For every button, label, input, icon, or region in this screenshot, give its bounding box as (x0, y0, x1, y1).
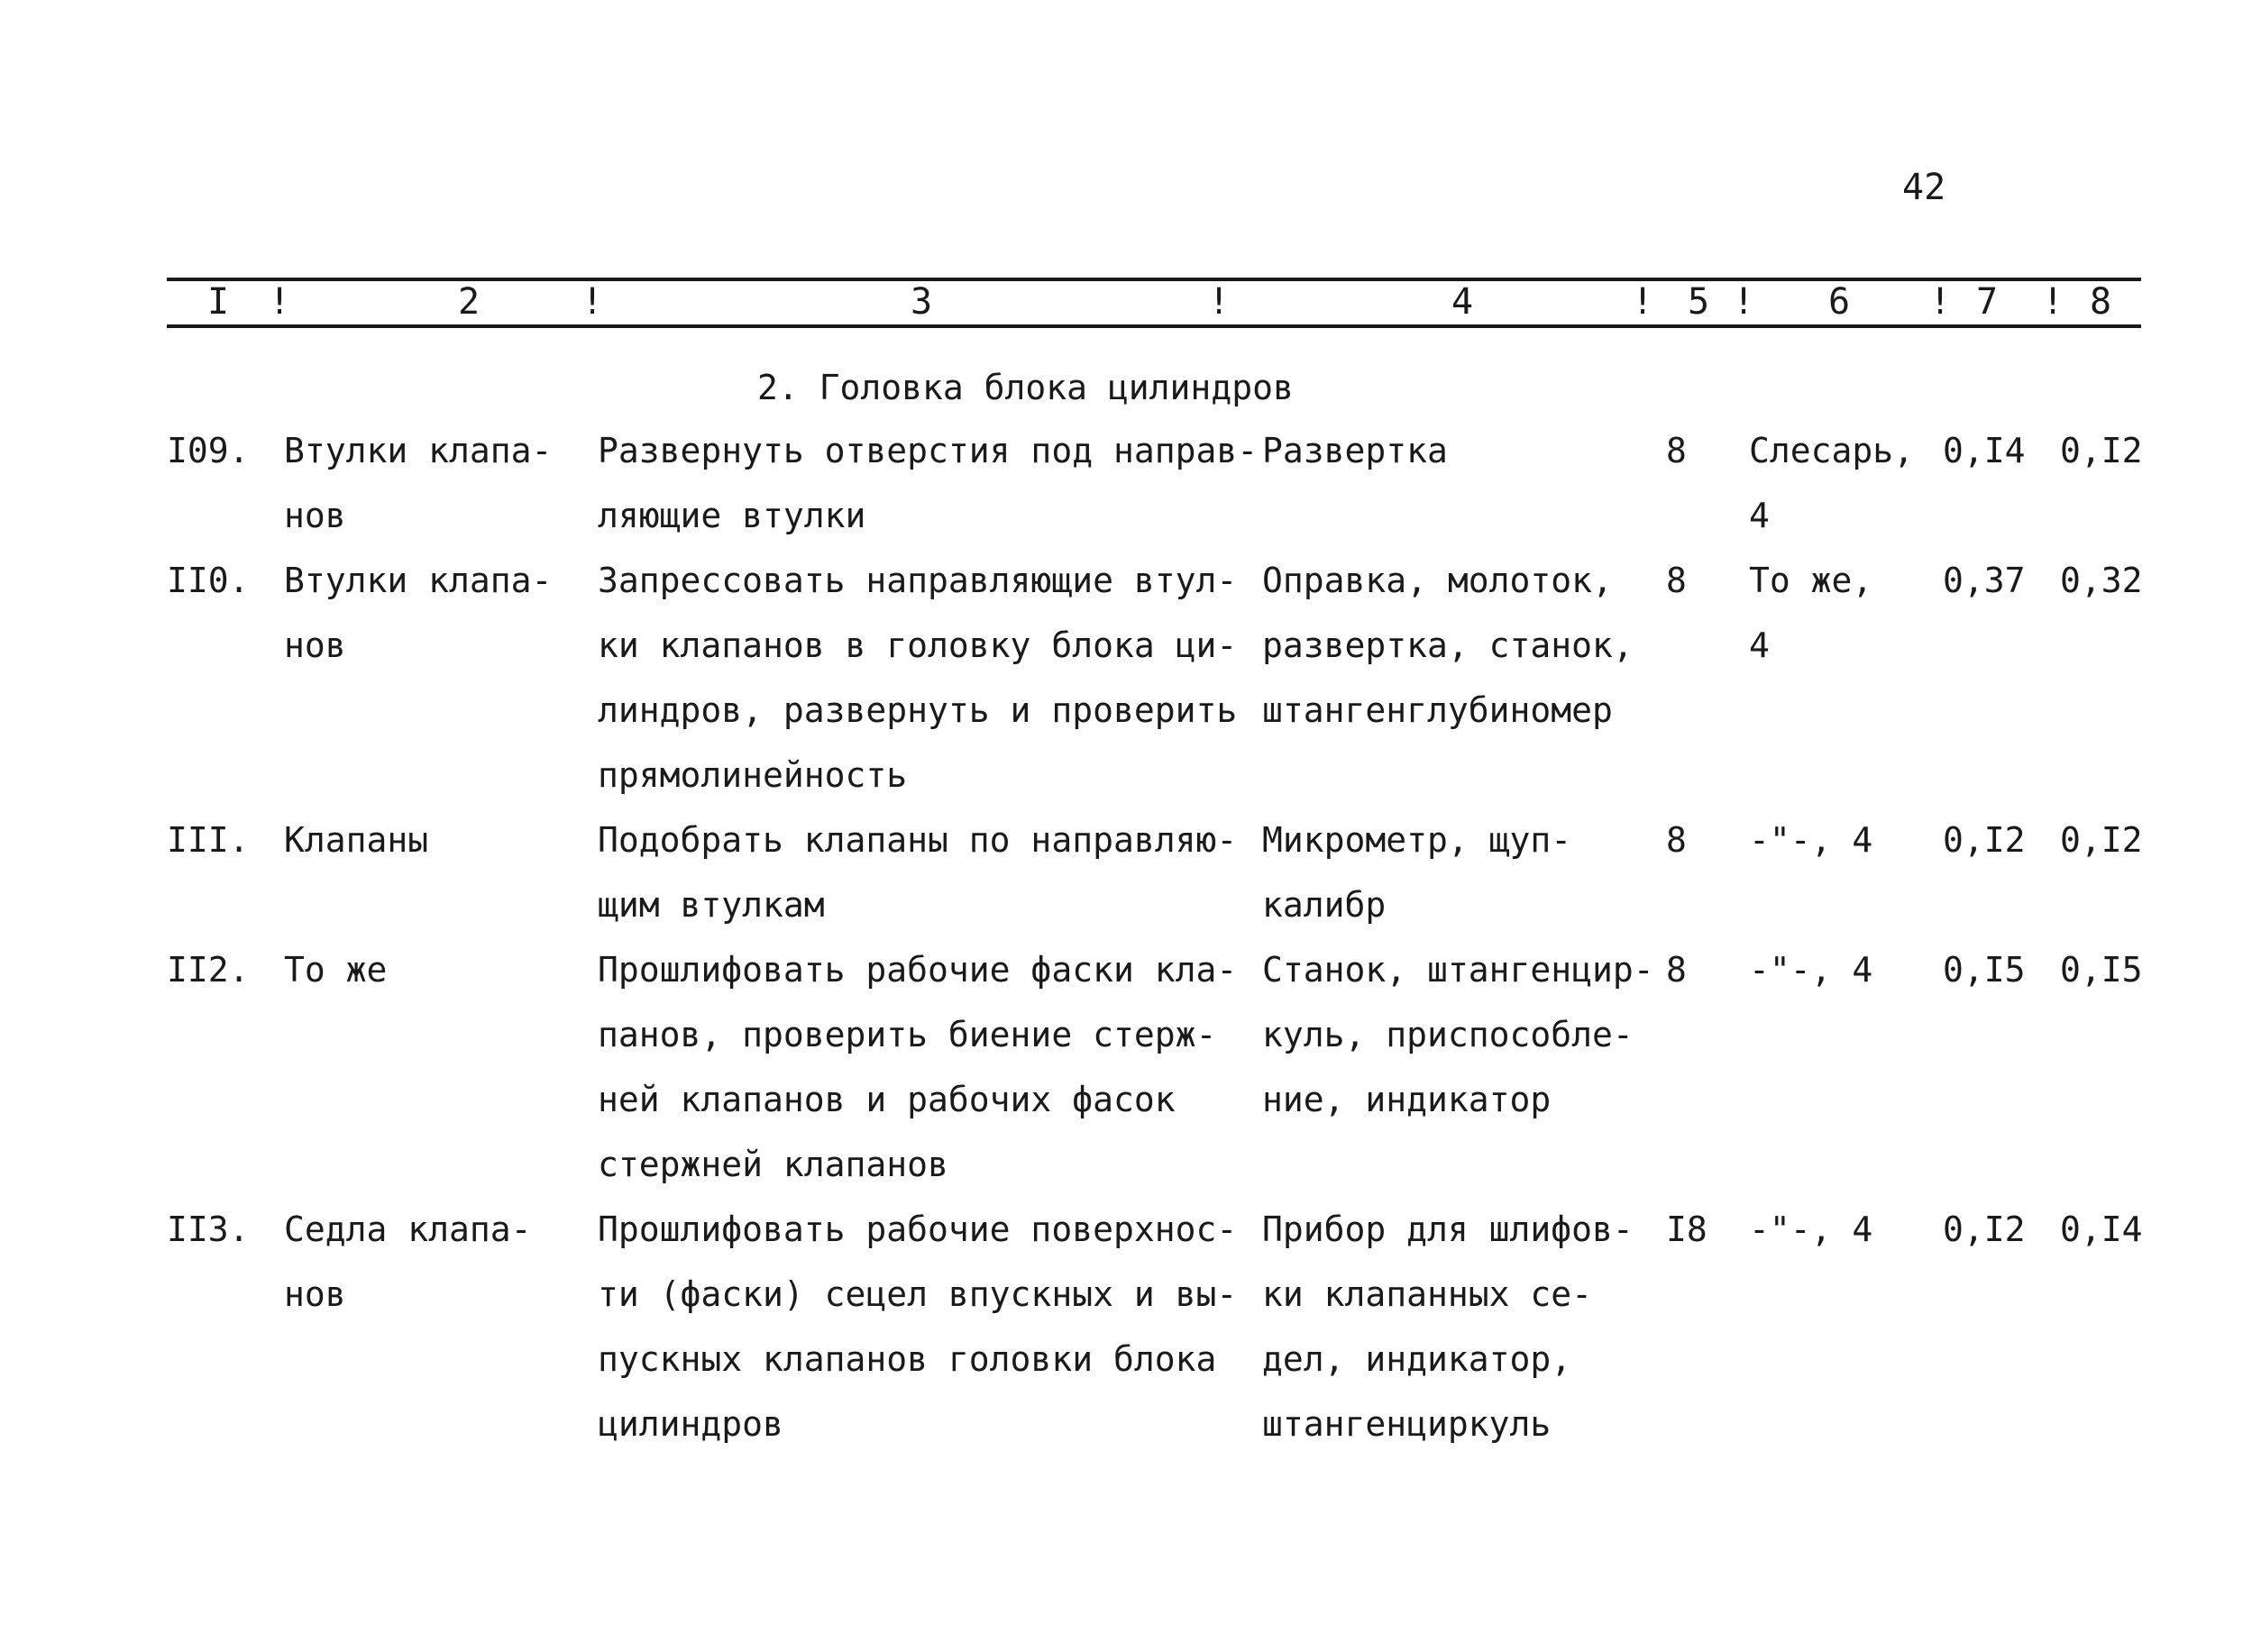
grade-value: 8 (1666, 820, 1687, 860)
part-name: нов (284, 496, 346, 535)
tools-text: куль, приспособле- (1262, 1015, 1634, 1054)
section-title: 2. Головка блока цилиндров (757, 368, 1294, 407)
part-name: Втулки клапа- (284, 431, 553, 470)
row-number: II3. (167, 1209, 250, 1249)
tools-text: Микрометр, щуп- (1262, 820, 1572, 860)
operation-text: пускных клапанов головки блока (598, 1339, 1217, 1379)
header-col-2: 2 (458, 281, 481, 323)
worker-text: -"-, 4 (1749, 950, 1873, 990)
operation-text: прямолинейность (598, 755, 908, 795)
tools-text: ние, индикатор (1262, 1080, 1552, 1119)
tools-text: Развертка (1262, 431, 1448, 470)
operation-text: Подобрать клапаны по направляю- (598, 820, 1238, 860)
tools-text: ки клапанных се- (1262, 1274, 1593, 1314)
row-number: II0. (167, 561, 250, 600)
operation-text: Развернуть отверстия под направ- (598, 431, 1259, 470)
header-col-7: 7 (1976, 281, 1999, 323)
header-col-6: 6 (1828, 281, 1851, 323)
grade-value: 8 (1666, 950, 1687, 990)
part-name: нов (284, 625, 346, 665)
operation-text: ки клапанов в головку блока ци- (598, 625, 1238, 665)
header-separator: ! (269, 281, 291, 323)
worker-text: 4 (1749, 496, 1770, 535)
operation-text: Прошлифовать рабочие поверхнос- (598, 1209, 1238, 1249)
time-norm-value: 0,37 (1943, 561, 2026, 600)
time-norm-value: 0,I2 (2060, 820, 2143, 860)
header-separator: ! (1929, 281, 1952, 323)
operation-text: панов, проверить биение стерж- (598, 1015, 1217, 1054)
time-norm-value: 0,I4 (2060, 1209, 2143, 1249)
operation-text: щим втулкам (598, 885, 825, 925)
header-separator: ! (581, 281, 604, 323)
part-name: То же (284, 950, 388, 990)
operation-text: цилиндров (598, 1404, 783, 1444)
grade-value: 8 (1666, 561, 1687, 600)
time-norm-value: 0,I4 (1943, 431, 2026, 470)
page-number: 42 (1902, 167, 1946, 208)
operation-text: стержней клапанов (598, 1145, 948, 1184)
operation-text: ней клапанов и рабочих фасок (598, 1080, 1176, 1119)
time-norm-value: 0,I5 (2060, 950, 2143, 990)
part-name: Клапаны (284, 820, 429, 860)
tools-text: развертка, станок, (1262, 625, 1634, 665)
operation-text: ляющие втулки (598, 496, 866, 535)
header-col-1: I (207, 281, 230, 323)
part-name: нов (284, 1274, 346, 1314)
time-norm-value: 0,I2 (2060, 431, 2143, 470)
grade-value: 8 (1666, 431, 1687, 470)
time-norm-value: 0,32 (2060, 561, 2143, 600)
tools-text: калибр (1262, 885, 1387, 925)
tools-text: Станок, штангенцир- (1262, 950, 1654, 990)
tools-text: штангенглубиномер (1262, 690, 1613, 730)
worker-text: -"-, 4 (1749, 1209, 1873, 1249)
tools-text: штангенциркуль (1262, 1404, 1552, 1444)
table-header-bottom-rule (167, 324, 2141, 328)
part-name: Седла клапа- (284, 1209, 532, 1249)
time-norm-value: 0,I5 (1943, 950, 2026, 990)
worker-text: -"-, 4 (1749, 820, 1873, 860)
grade-value: I8 (1666, 1209, 1707, 1249)
time-norm-value: 0,I2 (1943, 1209, 2026, 1249)
header-separator: ! (1208, 281, 1231, 323)
time-norm-value: 0,I2 (1943, 820, 2026, 860)
row-number: II2. (167, 950, 250, 990)
header-separator: ! (2042, 281, 2064, 323)
worker-text: То же, (1749, 561, 1873, 600)
header-col-8: 8 (2090, 281, 2112, 323)
operation-text: Запрессовать направляющие втул- (598, 561, 1238, 600)
worker-text: 4 (1749, 625, 1770, 665)
header-col-5: 5 (1688, 281, 1710, 323)
tools-text: дел, индикатор, (1262, 1339, 1572, 1379)
header-col-4: 4 (1451, 281, 1474, 323)
row-number: III. (167, 820, 250, 860)
tools-text: Прибор для шлифов- (1262, 1209, 1634, 1249)
row-number: I09. (167, 431, 250, 470)
part-name: Втулки клапа- (284, 561, 553, 600)
operation-text: Прошлифовать рабочие фаски кла- (598, 950, 1238, 990)
header-separator: ! (1733, 281, 1755, 323)
worker-text: Слесарь, (1749, 431, 1915, 470)
operation-text: линдров, развернуть и проверить (598, 690, 1238, 730)
header-col-3: 3 (911, 281, 933, 323)
operation-text: ти (фаски) сецел впускных и вы- (598, 1274, 1238, 1314)
header-separator: ! (1632, 281, 1654, 323)
tools-text: Оправка, молоток, (1262, 561, 1613, 600)
